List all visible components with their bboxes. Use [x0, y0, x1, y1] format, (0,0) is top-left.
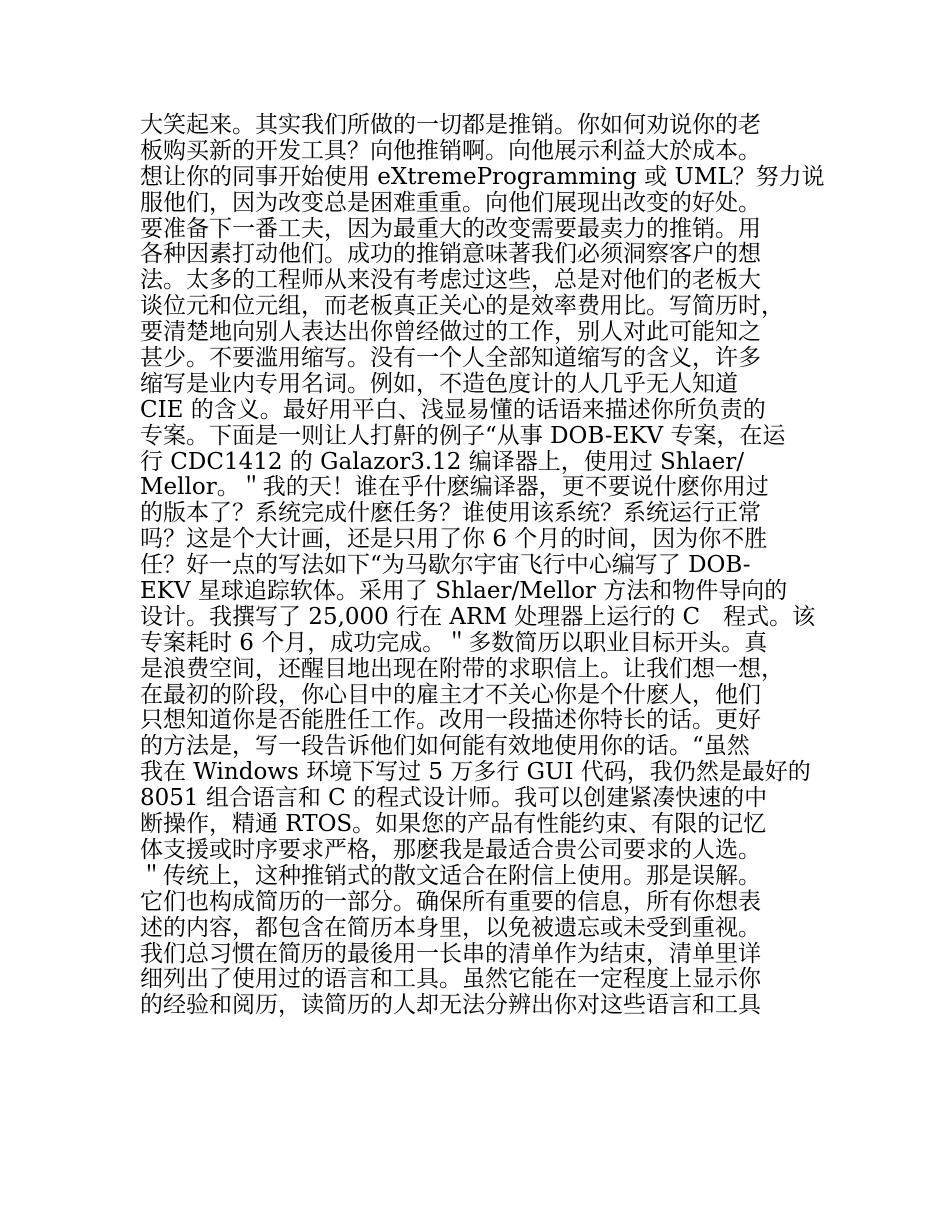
text-line: 服他们，因为改变总是困难重重。向他们展现出改变的好处。	[140, 189, 761, 216]
text-line: 缩写是业内专用名词。例如，不造色度计的人几乎无人知道	[140, 370, 738, 397]
text-line: 细列出了使用过的语言和工具。虽然它能在一定程度上显示你	[140, 966, 761, 993]
text-line: 我们总习惯在简历的最後用一长串的清单作为结束，清单里详	[140, 940, 761, 967]
text-line: 专案。下面是一则让人打鼾的例子“从事 DOB-EKV 专案，在运	[140, 422, 786, 449]
body-text	[140, 113, 830, 1019]
text-line: 在最初的阶段，你心目中的雇主才不关心你是个什麽人，他们	[140, 681, 761, 708]
text-line: 8051 组合语言和 C 的程式设计师。我可以创建紧凑快速的中	[140, 785, 768, 812]
text-line: 的版本了？系统完成什麽任务？谁使用该系统？系统运行正常	[140, 500, 761, 527]
text-line: 是浪费空间，还醒目地出现在附带的求职信上。让我们想一想，	[140, 655, 784, 682]
text-line: EKV 星球追踪软体。采用了 Shlaer/Mellor 方法和物件导向的	[140, 578, 788, 605]
text-line: 甚少。不要滥用缩写。没有一个人全部知道缩写的含义，许多	[140, 345, 761, 372]
text-line: 设计。我撰写了 25,000 行在 ARM 处理器上运行的 C 程式。该	[140, 603, 816, 630]
text-line: 要准备下一番工夫，因为最重大的改变需要最卖力的推销。用	[140, 215, 761, 242]
text-line: 的方法是，写一段告诉他们如何能有效地使用你的话。“虽然	[140, 733, 750, 760]
text-line: CIE 的含义。最好用平白、浅显易懂的话语来描述你所负责的	[140, 396, 766, 423]
text-line: 任？好一点的写法如下“为马歇尔宇宙飞行中心编写了 DOB-	[140, 552, 751, 579]
text-line: 述的内容，都包含在简历本身里，以免被遗忘或未受到重视。	[140, 914, 761, 941]
text-line: 大笑起来。其实我们所做的一切都是推销。你如何劝说你的老	[140, 112, 761, 138]
text-line: 只想知道你是否能胜任工作。改用一段描述你特长的话。更好	[140, 707, 761, 734]
text-line: ＂传统上，这种推销式的散文适合在附信上使用。那是误解。	[140, 862, 761, 889]
text-line: 想让你的同事开始使用 eXtremeProgramming 或 UML？努力说	[140, 163, 825, 190]
text-line: 我在 Windows 环境下写过 5 万多行 GUI 代码，我仍然是最好的	[140, 759, 811, 786]
text-line: 体支援或时序要求严格，那麽我是最适合贵公司要求的人选。	[140, 836, 761, 863]
text-line: 谈位元和位元组，而老板真正关心的是效率费用比。写简历时，	[140, 293, 784, 320]
text-line: 的经验和阅历，读简历的人却无法分辨出你对这些语言和工具	[140, 992, 761, 1019]
text-line: 行 CDC1412 的 Galazor3.12 编译器上，使用过 Shlaer/	[140, 448, 745, 475]
text-line: 板购买新的开发工具？向他推销啊。向他展示利益大於成本。	[140, 137, 761, 164]
text-line: 各种因素打动他们。成功的推销意味著我们必须洞察客户的想	[140, 241, 761, 268]
text-line: Mellor。＂我的天！谁在乎什麽编译器，更不要说什麽你用过	[140, 474, 769, 501]
text-line: 吗？这是个大计画，还是只用了你 6 个月的时间，因为你不胜	[140, 526, 768, 553]
text-line: 它们也构成简历的一部分。确保所有重要的信息，所有你想表	[140, 888, 761, 915]
text-line: 法。太多的工程师从来没有考虑过这些，总是对他们的老板大	[140, 267, 761, 294]
text-line: 专案耗时 6 个月，成功完成。＂多数简历以职业目标开头。真	[140, 629, 768, 656]
text-line: 断操作，精通 RTOS。如果您的产品有性能约束、有限的记忆	[140, 811, 767, 838]
text-line: 要清楚地向别人表达出你曾经做过的工作，别人对此可能知之	[140, 319, 761, 346]
